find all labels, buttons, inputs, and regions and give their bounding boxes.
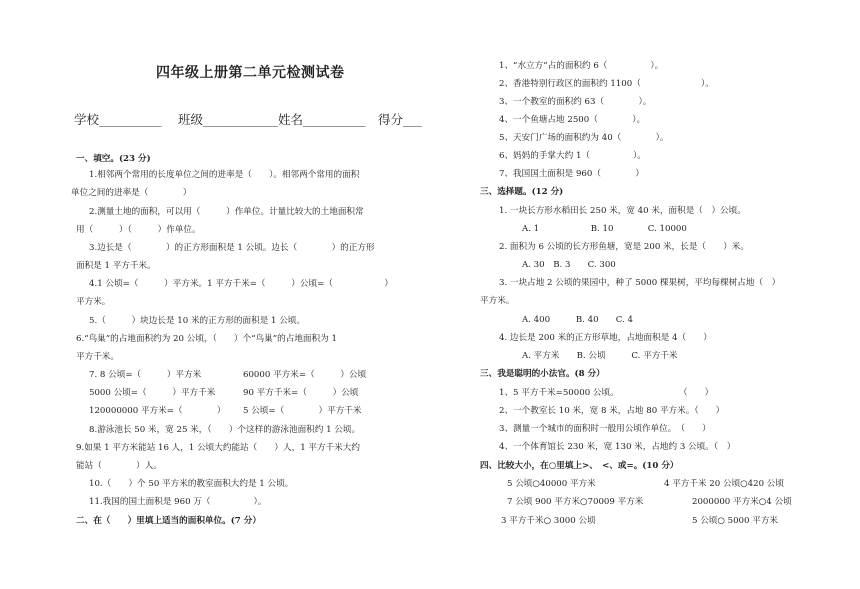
q7-item-6: 5 公顷=（ ）平方千米: [243, 406, 362, 416]
q6-line-2: 平方千米。: [76, 352, 119, 362]
judge-item-2: 2、一个教室长 10 米，宽 8 米，占地 80 平方米。（ ）: [499, 406, 725, 416]
q5-line: 5.（ ）块边长是 10 米的正方形的面积是 1 公顷。: [89, 316, 305, 326]
compare-item-3: 7 公顷 900 平方米○70009 平方米: [507, 497, 644, 507]
sec2-item-6: 6、妈妈的手掌大约 1（ ）。: [499, 151, 646, 161]
q6-line-1: 6.“鸟巢”的占地面积约为 20 公顷，（ ）个“鸟巢”的占地面积为 1: [76, 334, 337, 344]
q4-line-1: 4.1 公顷=（ ）平方米。1 平方千米=（ ）公顷=（ ）: [89, 279, 394, 289]
section-2-heading: 二、在（ ）里填上适当的面积单位。(7 分）: [76, 516, 261, 526]
q7-item-1: 7. 8 公顷=（ ）平方米: [89, 370, 202, 380]
q11-line: 11.我国的国土面积是 960 万（ ）。: [89, 497, 267, 507]
compare-item-6: 5 公顷○ 5000 平方米: [692, 516, 779, 526]
judge-item-4: 4、一个体育馆长 230 米，宽 130 米，占地约 3 公顷。（ ）: [499, 442, 736, 452]
choice-q3-line-2: 平方米。: [480, 296, 515, 306]
compare-item-1: 5 公顷○40000 平方米: [507, 479, 596, 489]
student-info-line: 学校__________ 班级____________姓名__________ 得分___: [74, 112, 422, 127]
q7-item-5: 120000000 平方米=（ ）: [89, 406, 226, 416]
q8-line: 8.游泳池长 50 米，宽 25 米，（ ）个这样的游泳池面积约 1 公顷。: [89, 425, 361, 435]
sec2-item-4: 4、一个鱼塘占地 2500（ ）。: [499, 115, 646, 125]
judge-item-3: 3、测量一个城市的面积时一般用公顷作单位。 （ ）: [499, 424, 711, 434]
section-3-heading: 三、选择题。(12 分): [480, 187, 564, 197]
q7-item-3: 5000 公顷=（ ）平方千米: [89, 388, 216, 398]
q9-line-2: 能站（ ）人。: [76, 461, 162, 471]
choice-q4-options: A. 平方米 B. 公顷 C. 平方千米: [522, 351, 678, 361]
section-1-heading: 一、填空。(23 分): [76, 154, 151, 164]
q7-item-4: 90 平方千米=（ ）公顷: [243, 388, 359, 398]
q3-line-1: 3.边长是（ ）的正方形面积是 1 公顷。边长（ ）的正方形: [89, 243, 375, 253]
choice-q1-options: A. 1 B. 10 C. 10000: [522, 224, 687, 234]
q1-line-2: 单位之间的进率是（ ）: [71, 188, 192, 198]
sec2-item-2: 2、香港特别行政区的面积约 1100（ ）。: [499, 79, 714, 89]
compare-item-2: 4 平方千米 20 公顷○420 公顷: [664, 479, 784, 489]
section-5-heading: 四、比较大小，在○里填上>、 <、或=。(10 分）: [480, 461, 679, 471]
q2-line-1: 2.测量土地的面积，可以用（ ）作单位。计量比较大的土地面积常: [89, 207, 364, 217]
q3-line-2: 面积是 1 平方千米。: [76, 261, 156, 271]
choice-q3-options: A. 400 B. 40 C. 4: [522, 315, 633, 325]
q4-line-2: 平方米。: [76, 297, 111, 307]
choice-q3-line-1: 3. 一块占地 2 公顷的果园中，种了 5000 棵果树，平均每棵树占地（ ）: [499, 278, 781, 288]
section-4-heading: 三、我是聪明的小法官。(8 分）: [480, 369, 605, 379]
choice-q2: 2. 面积为 6 公顷的长方形鱼塘，宽是 200 米，长是（ ）米。: [499, 242, 749, 252]
q7-item-2: 60000 平方米=（ ）公顷: [243, 370, 367, 380]
q9-line-1: 9.如果 1 平方米能站 16 人，1 公顷大约能站（ ）人，1 平方千米大约: [76, 443, 360, 453]
sec2-item-5: 5、天安门广场的面积约为 40（ ）。: [499, 133, 669, 143]
q1-line-1: 1.相邻两个常用的长度单位之间的进率是（ ）。相邻两个常用的面积: [89, 170, 360, 180]
q2-line-2: 用（ ）（ ）作单位。: [76, 225, 201, 235]
choice-q2-options: A. 30 B. 3 C. 300: [522, 260, 616, 270]
choice-q1: 1. 一块长方形水稻田长 250 米，宽 40 米，面积是（ ）公顷。: [499, 206, 746, 216]
sec2-item-3: 3、一个教室的面积约 63（ ）。: [499, 97, 652, 107]
q10-line: 10.（ ）个 50 平方米的教室面积大约是 1 公顷。: [89, 479, 294, 489]
judge-item-1: 1、5 平方千米=50000 公顷。 （ ）: [499, 388, 714, 398]
sec2-item-1: 1、“水立方”占的面积约 6（ ）。: [499, 61, 664, 71]
sec2-item-7: 7、我国国土面积是 960（ ）: [499, 169, 644, 179]
compare-item-4: 2000000 平方米○4 公顷: [692, 497, 792, 507]
choice-q4: 4. 边长是 200 米的正方形草地，占地面积是 4（ ）: [499, 333, 712, 343]
page-title: 四年级上册第二单元检测试卷: [156, 65, 345, 81]
compare-item-5: 3 平方千米○ 3000 公顷: [501, 516, 596, 526]
